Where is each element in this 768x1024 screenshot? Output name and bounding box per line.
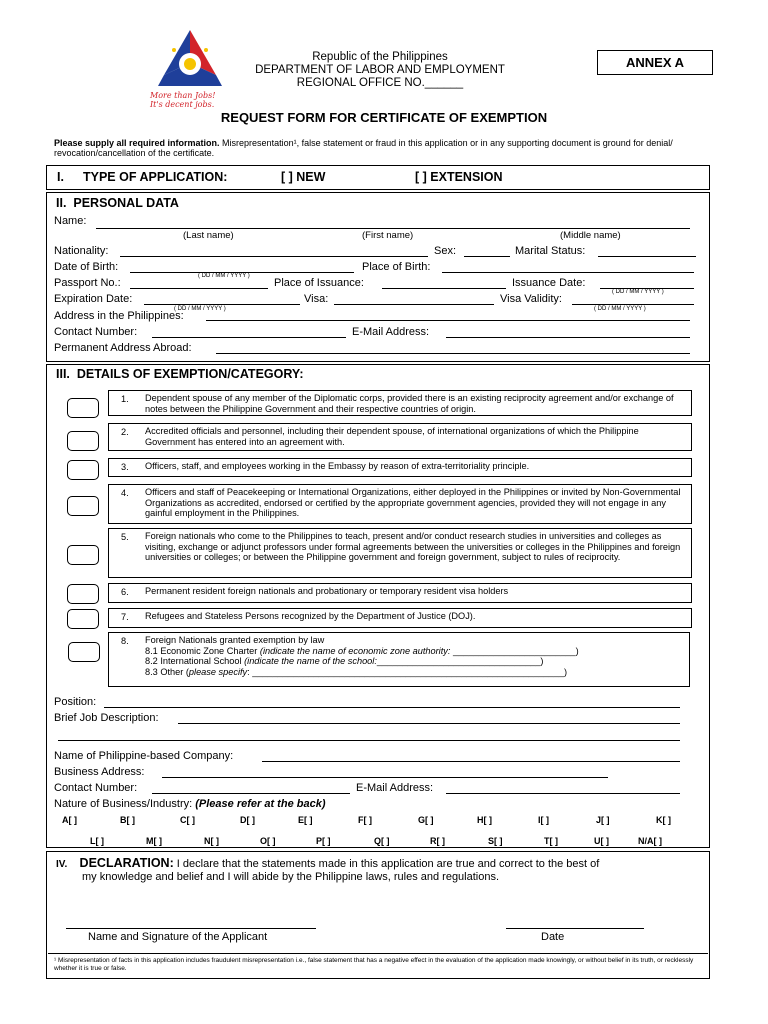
contact-number-field[interactable]	[152, 337, 346, 338]
industry-d-checkbox[interactable]: D[ ]	[240, 815, 255, 825]
passport-label: Passport No.:	[54, 277, 121, 289]
company-contact-field[interactable]	[152, 793, 350, 794]
category-6	[108, 583, 692, 603]
dob-label: Date of Birth:	[54, 261, 119, 273]
category-1	[108, 390, 692, 416]
section2-label: PERSONAL DATA	[73, 196, 179, 210]
other-line[interactable]	[145, 667, 683, 678]
new-checkbox[interactable]: [ ] NEW	[281, 170, 326, 184]
category-number: 3.	[121, 462, 129, 472]
issuance-date-format: ( DD / MM / YYYY )	[612, 289, 664, 295]
category-2	[108, 423, 692, 451]
visa-validity-field[interactable]	[572, 304, 694, 305]
company-email-field[interactable]	[446, 793, 680, 794]
regional-office-text: REGIONAL OFFICE NO.______	[296, 77, 464, 89]
category-8-checkbox[interactable]	[68, 642, 100, 662]
economic-zone-line[interactable]	[145, 646, 683, 657]
category-6-checkbox[interactable]	[67, 584, 99, 604]
footnote: ¹ Misrepresentation of facts in this application includes fraudulent misrepresentation i.e., false statement that has a negative effect in the evaluation of the application made knowingly, or without belief in its truth, or recklessly whether it is true or false.	[54, 957, 694, 972]
position-field[interactable]	[104, 707, 680, 708]
industry-h-checkbox[interactable]: H[ ]	[477, 815, 492, 825]
international-school-line[interactable]	[145, 656, 683, 667]
name-label: Name:	[54, 215, 87, 227]
industry-j-checkbox[interactable]: J[ ]	[596, 815, 610, 825]
signature-field[interactable]	[66, 928, 316, 929]
category-text: Dependent spouse of any member of the Diplomatic corps, provided there is an existing reciprocity agreement and/or exchange of notes between the Philippine Government and their respective countries of origin.	[145, 393, 674, 414]
issuance-date-label: Issuance Date:	[512, 277, 586, 289]
category-number: 2.	[121, 427, 129, 437]
industry-t-checkbox[interactable]: T[ ]	[544, 836, 558, 846]
marital-status-label: Marital Status:	[515, 245, 586, 257]
section3-label: DETAILS OF EXEMPTION/CATEGORY:	[76, 367, 304, 381]
category-number: 6.	[121, 587, 129, 597]
place-of-issuance-label: Place of Issuance:	[274, 277, 364, 289]
category-5	[108, 528, 692, 578]
category-3-checkbox[interactable]	[67, 460, 99, 480]
section2-heading	[56, 196, 179, 210]
permanent-address-label: Permanent Address Abroad:	[54, 342, 192, 354]
industry-o-checkbox[interactable]: O[ ]	[260, 836, 276, 846]
category-4-checkbox[interactable]	[67, 496, 99, 516]
declaration-text-2: my knowledge and belief and I will abide by the Philippine laws, rules and regulations.	[82, 871, 500, 883]
email-field[interactable]	[446, 337, 690, 338]
industry-g-checkbox[interactable]: G[ ]	[418, 815, 434, 825]
nationality-label: Nationality:	[54, 245, 109, 257]
category-text: Accredited officials and personnel, including their dependent spouse, of international organizations of which the Philippine Government has entered into an agreement with.	[145, 426, 639, 447]
last-name-label: (Last name)	[183, 230, 234, 241]
industry-k-checkbox[interactable]: K[ ]	[656, 815, 671, 825]
industry-f-checkbox[interactable]: F[ ]	[358, 815, 372, 825]
type-of-application-section	[46, 165, 710, 190]
business-address-label: Business Address:	[54, 766, 145, 778]
notice	[54, 138, 714, 158]
department-text: DEPARTMENT OF LABOR AND EMPLOYMENT	[255, 64, 505, 76]
business-address-field[interactable]	[162, 777, 608, 778]
economic-zone-hint: (indicate the name of economic zone authority:	[259, 645, 453, 656]
section3-heading	[56, 367, 303, 381]
date-label: Date	[541, 931, 565, 943]
category-text: Permanent resident foreign nationals and probationary or temporary resident visa holders	[145, 586, 509, 596]
visa-label: Visa:	[304, 293, 329, 305]
extension-checkbox[interactable]: [ ] EXTENSION	[415, 170, 503, 184]
signature-label: Name and Signature of the Applicant	[88, 931, 268, 943]
sex-label: Sex:	[434, 245, 457, 257]
category-7	[108, 608, 692, 628]
nature-label-text: Nature of Business/Industry:	[54, 798, 193, 810]
category-text: Refugees and Stateless Persons recognized by the Department of Justice (DOJ).	[145, 611, 476, 621]
job-description-field[interactable]	[178, 723, 680, 724]
category-number: 8.	[121, 636, 129, 646]
category-text: Officers and staff of Peacekeeping or International Organizations, either deployed in the Philippines or invited by Non-Governmental Organizations as accredited, endorsed or certified by the appropriate government agencies, provided they will not engage in any gainful employment in the Philippines.	[145, 487, 681, 518]
industry-e-checkbox[interactable]: E[ ]	[298, 815, 313, 825]
industry-p-checkbox[interactable]: P[ ]	[316, 836, 331, 846]
industry-l-checkbox[interactable]: L[ ]	[90, 836, 104, 846]
nature-note: (Please refer at the back)	[195, 798, 326, 810]
date-field[interactable]	[506, 928, 644, 929]
footnote-divider	[48, 953, 708, 954]
other-label: 8.3 Other (	[145, 666, 189, 677]
email-label: E-Mail Address:	[352, 326, 430, 338]
position-label: Position:	[54, 696, 97, 708]
visa-validity-label: Visa Validity:	[500, 293, 562, 305]
industry-i-checkbox[interactable]: I[ ]	[538, 815, 549, 825]
category-3	[108, 458, 692, 477]
industry-q-checkbox[interactable]: Q[ ]	[374, 836, 390, 846]
sex-field[interactable]	[464, 256, 510, 257]
passport-field[interactable]	[130, 288, 268, 289]
dole-logo-icon	[150, 28, 230, 88]
dob-format: ( DD / MM / YYYY )	[198, 273, 250, 279]
section1-label: TYPE OF APPLICATION:	[83, 170, 228, 184]
industry-a-checkbox[interactable]: A[ ]	[62, 815, 77, 825]
other-hint: please specify	[188, 666, 248, 677]
declaration-text	[56, 857, 696, 884]
industry-s-checkbox[interactable]: S[ ]	[488, 836, 503, 846]
notice-rest: Misrepresentation¹, false statement or fraud in this application or in any supporting document is ground for denial/ revocation/cancellation of the certificate.	[54, 138, 673, 158]
nature-of-business-label	[54, 798, 325, 810]
visa-field[interactable]	[334, 304, 494, 305]
pob-field[interactable]	[442, 272, 694, 273]
contact-number-label: Contact Number:	[54, 326, 138, 338]
economic-zone-label: 8.1 Economic Zone Charter	[145, 645, 260, 656]
industry-na-checkbox[interactable]: N/A[ ]	[638, 836, 662, 846]
place-of-issuance-field[interactable]	[382, 288, 506, 289]
category-8	[108, 632, 690, 687]
notice-bold: Please supply all required information.	[54, 138, 220, 148]
category-7-checkbox[interactable]	[67, 609, 99, 629]
section4-number: IV.	[56, 859, 68, 870]
category-number: 5.	[121, 532, 129, 542]
industry-b-checkbox[interactable]: B[ ]	[120, 815, 135, 825]
address-ph-label: Address in the Philippines:	[54, 310, 184, 322]
logo-tagline-2: It's decent jobs.	[150, 100, 215, 109]
dole-logo	[150, 28, 230, 109]
category-5-checkbox[interactable]	[67, 545, 99, 565]
name-field[interactable]	[96, 228, 690, 229]
nationality-field[interactable]	[120, 256, 428, 257]
company-email-label: E-Mail Address:	[356, 782, 434, 794]
category-number: 4.	[121, 488, 129, 498]
other-blank: : _____________________________________________________________)	[247, 666, 568, 677]
declaration-text-1: I declare that the statements made in this application are true and correct to the best of	[173, 858, 600, 870]
visa-validity-format: ( DD / MM / YYYY )	[594, 306, 646, 312]
industry-n-checkbox[interactable]: N[ ]	[204, 836, 219, 846]
section1-number: I.	[57, 170, 64, 184]
expiration-date-format: ( DD / MM / YYYY )	[174, 306, 226, 312]
industry-u-checkbox[interactable]: U[ ]	[594, 836, 609, 846]
category-number: 7.	[121, 612, 129, 622]
company-name-label: Name of Philippine-based Company:	[54, 750, 234, 762]
first-name-label: (First name)	[362, 230, 414, 241]
category-number: 1.	[121, 394, 129, 404]
section2-number: II.	[56, 196, 67, 210]
address-ph-field[interactable]	[206, 320, 690, 321]
category-8-title: Foreign Nationals granted exemption by law	[145, 635, 325, 645]
industry-m-checkbox[interactable]: M[ ]	[146, 836, 162, 846]
category-1-checkbox[interactable]	[67, 398, 99, 418]
economic-zone-blank: ________________________)	[452, 645, 579, 656]
expiration-date-label: Expiration Date:	[54, 293, 133, 305]
section4-label: DECLARATION:	[79, 856, 174, 870]
category-2-checkbox[interactable]	[67, 431, 99, 451]
category-4	[108, 484, 692, 524]
marital-status-field[interactable]	[598, 256, 696, 257]
job-description-field-2[interactable]	[58, 740, 680, 741]
industry-c-checkbox[interactable]: C[ ]	[180, 815, 195, 825]
industry-r-checkbox[interactable]: R[ ]	[430, 836, 445, 846]
republic-text: Republic of the Philippines	[312, 51, 448, 63]
international-school-hint: (indicate the name of the school:	[244, 656, 377, 666]
international-school-label: 8.2 International School	[145, 656, 245, 666]
category-text: Foreign nationals who come to the Philippines to teach, present and/or conduct research studies in universities and colleges as visiting, exchange or adjunct professors under formal agreements between the universities or colleges in the Philippines and foreign universities or colleges; or between the Philippine government and foreign government, subject to rules of reciprocity.	[145, 531, 681, 562]
job-description-label: Brief Job Description:	[54, 712, 159, 724]
page-title: REQUEST FORM FOR CERTIFICATE OF EXEMPTION	[220, 110, 548, 125]
permanent-address-field[interactable]	[216, 353, 690, 354]
category-text: Officers, staff, and employees working in the Embassy by reason of extra-territoriality principle.	[145, 461, 530, 471]
company-name-field[interactable]	[262, 761, 680, 762]
international-school-blank: ________________________________)	[376, 656, 544, 666]
section3-number: III.	[56, 367, 70, 381]
pob-label: Place of Birth:	[362, 261, 431, 273]
logo-tagline-1: More than Jobs!	[150, 91, 216, 100]
expiration-date-field[interactable]	[144, 304, 300, 305]
annex-label: ANNEX A	[597, 50, 713, 75]
middle-name-label: (Middle name)	[560, 230, 621, 241]
company-contact-label: Contact Number:	[54, 782, 138, 794]
